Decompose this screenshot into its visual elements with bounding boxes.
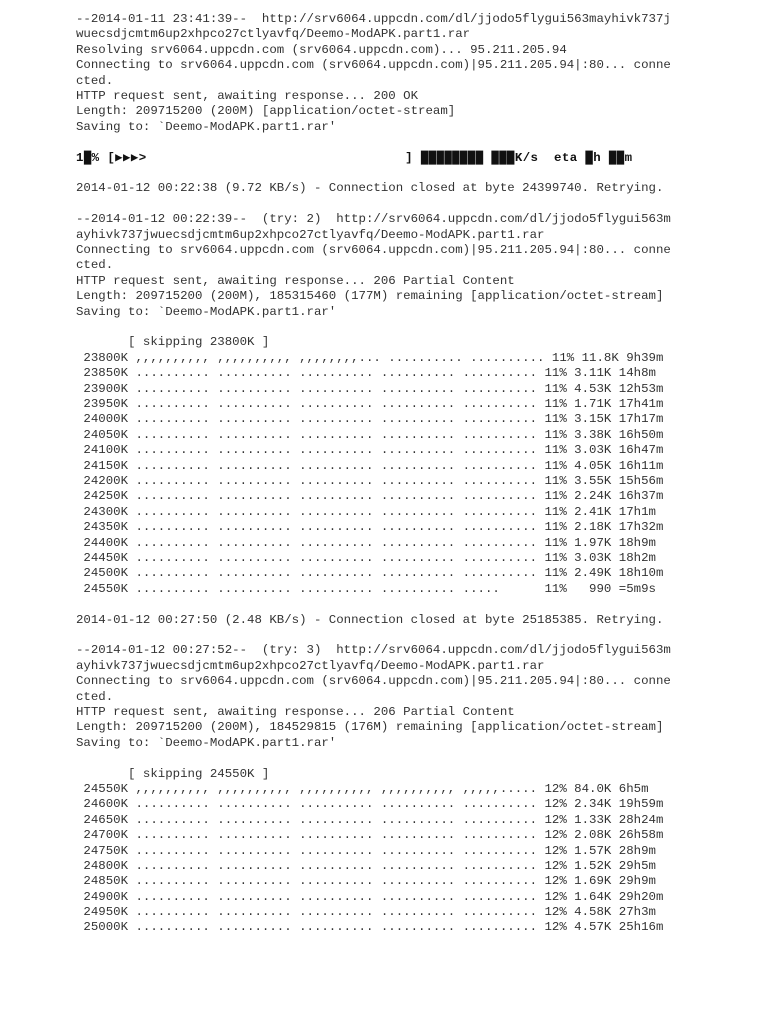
progress-row: 24350K .......... .......... .......... .......... .......... 11% 2.18K 17h32m <box>76 520 664 535</box>
progress-row: 23900K .......... .......... .......... .......... .......... 11% 4.53K 12h53m <box>76 381 664 396</box>
log-line: Connecting to srv6064.uppcdn.com (srv6064.uppcdn.com)|95.211.205.94|:80... conne <box>76 674 671 689</box>
progress-bar-line: 1█% [▶▶▶> ] ████████ ███K/s eta █h ██m <box>76 150 633 165</box>
progress-row: 24950K .......... .......... .......... .......... .......... 12% 4.58K 27h3m <box>76 905 656 920</box>
progress-row: 24200K .......... .......... .......... .......... .......... 11% 3.55K 15h56m <box>76 474 664 488</box>
log-line: cted. <box>76 689 114 704</box>
spacer <box>76 135 756 150</box>
spacer <box>76 320 756 335</box>
progress-row: 24500K .......... .......... .......... .......... .......... 11% 2.49K 18h10m <box>76 566 664 581</box>
progress-row: 24850K .......... .......... .......... .......... .......... 12% 1.69K 29h9m <box>76 874 656 889</box>
log-line: Saving to: `Deemo-ModAPK.part1.rar' <box>76 735 337 750</box>
log-line: Resolving srv6064.uppcdn.com (srv6064.uppcdn.com)... 95.211.205.94 <box>76 42 567 57</box>
spacer <box>76 597 756 612</box>
progress-row: 23850K .......... .......... .......... .......... .......... 11% 3.11K 14h8m <box>76 366 656 381</box>
spacer <box>76 166 756 181</box>
log-line: HTTP request sent, awaiting response... 206 Partial Content <box>76 704 515 719</box>
log-line: HTTP request sent, awaiting response... 200 OK <box>76 89 419 104</box>
progress-row: 24100K .......... .......... .......... .......... .......... 11% 3.03K 16h47m <box>76 443 664 458</box>
spacer <box>76 628 756 643</box>
log-line: HTTP request sent, awaiting response... 206 Partial Content <box>76 273 515 288</box>
log-line: Saving to: `Deemo-ModAPK.part1.rar' <box>76 304 337 319</box>
progress-row: 24150K .......... .......... .......... .......... .......... 11% 4.05K 16h11m <box>76 458 664 473</box>
log-line: Length: 209715200 (200M), 184529815 (176M) remaining [application/octet-stream] <box>76 720 664 735</box>
session-1 <box>76 12 756 212</box>
skipping-line: [ skipping 24550K ] <box>76 766 270 781</box>
terminal-log <box>76 12 756 936</box>
progress-row: 23950K .......... .......... .......... .......... .......... 11% 1.71K 17h41m <box>76 397 664 412</box>
progress-row: 24800K .......... .......... .......... .......... .......... 12% 1.52K 29h5m <box>76 858 656 873</box>
session-2 <box>76 212 756 643</box>
progress-row: 24900K .......... .......... .......... .......... .......... 12% 1.64K 29h20m <box>76 889 664 904</box>
progress-row: 24750K .......... .......... .......... .......... .......... 12% 1.57K 28h9m <box>76 843 656 858</box>
log-line: --2014-01-11 23:41:39-- http://srv6064.uppcdn.com/dl/jjodo5flygui563mayhivk737j <box>76 12 671 26</box>
progress-row: 24050K .......... .......... .......... .......... .......... 11% 3.38K 16h50m <box>76 427 664 442</box>
progress-row: 24450K .......... .......... .......... .......... .......... 11% 3.03K 18h2m <box>76 550 656 565</box>
skipping-line: [ skipping 23800K ] <box>76 335 270 350</box>
log-line: cted. <box>76 73 114 88</box>
log-line: ayhivk737jwuecsdjcmtm6up2xhpco27ctlyavfq/Deemo-ModAPK.part1.rar <box>76 658 545 673</box>
progress-row: 25000K .......... .......... .......... .......... .......... 12% 4.57K 25h16m <box>76 920 664 935</box>
log-line: Connecting to srv6064.uppcdn.com (srv6064.uppcdn.com)|95.211.205.94|:80... conne <box>76 243 671 258</box>
progress-row: 24600K .......... .......... .......... .......... .......... 12% 2.34K 19h59m <box>76 797 664 812</box>
progress-row: 24000K .......... .......... .......... .......... .......... 11% 3.15K 17h17m <box>76 412 664 427</box>
log-line: cted. <box>76 258 114 273</box>
log-line: Length: 209715200 (200M) [application/octet-stream] <box>76 104 456 119</box>
log-line: --2014-01-12 00:22:39-- (try: 2) http://srv6064.uppcdn.com/dl/jjodo5flygui563m <box>76 212 671 227</box>
session-3 <box>76 643 756 936</box>
connection-closed-line: 2014-01-12 00:22:38 (9.72 KB/s) - Connection closed at byte 24399740. Retrying. <box>76 181 664 196</box>
connection-closed-line: 2014-01-12 00:27:50 (2.48 KB/s) - Connection closed at byte 25185385. Retrying. <box>76 612 664 627</box>
log-line: Connecting to srv6064.uppcdn.com (srv6064.uppcdn.com)|95.211.205.94|:80... conne <box>76 58 671 73</box>
progress-row: 24400K .......... .......... .......... .......... .......... 11% 1.97K 18h9m <box>76 535 656 550</box>
log-line: --2014-01-12 00:27:52-- (try: 3) http://srv6064.uppcdn.com/dl/jjodo5flygui563m <box>76 643 671 658</box>
progress-row: 24300K .......... .......... .......... .......... .......... 11% 2.41K 17h1m <box>76 504 656 519</box>
progress-row: 23800K ,,,,,,,,,, ,,,,,,,,,, ,,,,,,,,... .......... .......... 11% 11.8K 9h39m <box>76 350 664 365</box>
progress-row: 24550K .......... .......... .......... .......... ..... 11% 990 =5m9s <box>76 581 656 596</box>
spacer <box>76 197 756 212</box>
log-line: wuecsdjcmtm6up2xhpco27ctlyavfq/Deemo-ModAPK.part1.rar <box>76 27 471 42</box>
progress-row: 24550K ,,,,,,,,,, ,,,,,,,,,, ,,,,,,,,,, ,,,,,,,,,, ,,,,,..... 12% 84.0K 6h5m <box>76 781 649 796</box>
progress-row: 24700K .......... .......... .......... .......... .......... 12% 2.08K 26h58m <box>76 828 664 843</box>
log-line: Length: 209715200 (200M), 185315460 (177M) remaining [application/octet-stream] <box>76 289 664 304</box>
progress-row: 24650K .......... .......... .......... .......... .......... 12% 1.33K 28h24m <box>76 812 664 827</box>
log-line: Saving to: `Deemo-ModAPK.part1.rar' <box>76 119 337 134</box>
progress-row: 24250K .......... .......... .......... .......... .......... 11% 2.24K 16h37m <box>76 489 664 504</box>
log-line: ayhivk737jwuecsdjcmtm6up2xhpco27ctlyavfq/Deemo-ModAPK.part1.rar <box>76 227 545 242</box>
spacer <box>76 751 756 766</box>
